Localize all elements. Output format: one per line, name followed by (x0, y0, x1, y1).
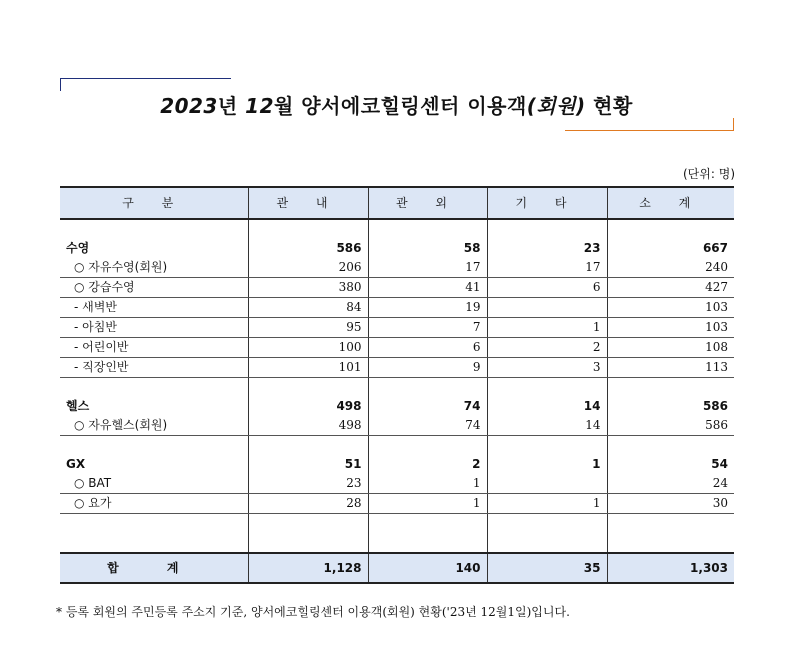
cell-other: 14 (487, 396, 607, 416)
row-label: - 어린이반 (60, 338, 248, 358)
cell-out: 74 (368, 396, 487, 416)
total-subtotal: 1,303 (607, 553, 734, 583)
usage-table (60, 186, 734, 584)
row-label: ○ 자유수영(회원) (60, 258, 248, 278)
header-row (60, 187, 734, 219)
title-text: 양서에코힐링센터 이용객 (301, 94, 527, 118)
cell-subtotal: 103 (607, 298, 734, 318)
row-label: - 직장인반 (60, 358, 248, 378)
header-in-district: 관 내 (248, 187, 368, 219)
table-row (60, 278, 734, 298)
title-year-suffix: 년 (217, 94, 238, 118)
table-row (60, 474, 734, 494)
cell-in: 101 (248, 358, 368, 378)
cell-out: 7 (368, 318, 487, 338)
cell-subtotal: 108 (607, 338, 734, 358)
cell-subtotal: 113 (607, 358, 734, 378)
title-year: 2023 (160, 94, 218, 118)
total-other: 35 (487, 553, 607, 583)
cell-in: 23 (248, 474, 368, 494)
cell-other: 17 (487, 258, 607, 278)
cell-other: 1 (487, 494, 607, 514)
group-row-gx (60, 454, 734, 474)
cell-in: 206 (248, 258, 368, 278)
cell-out: 58 (368, 238, 487, 258)
cell-out: 9 (368, 358, 487, 378)
cell-subtotal: 427 (607, 278, 734, 298)
cell-in: 498 (248, 396, 368, 416)
cell-out: 6 (368, 338, 487, 358)
total-label: 합 계 (60, 553, 248, 583)
row-label: ○ 요가 (60, 494, 248, 514)
table-row (60, 258, 734, 278)
cell-out: 41 (368, 278, 487, 298)
spacer-row (60, 436, 734, 455)
cell-subtotal: 103 (607, 318, 734, 338)
spacer-row (60, 219, 734, 238)
row-label: ○ BAT (60, 474, 248, 494)
cell-out: 19 (368, 298, 487, 318)
row-label: ○ 강습수영 (60, 278, 248, 298)
cell-out: 17 (368, 258, 487, 278)
footnote: * 등록 회원의 주민등록 주소지 기준, 양서에코힐링센터 이용객(회원) 현황('23년 12월1일)입니다. (56, 605, 570, 619)
cell-subtotal: 54 (607, 454, 734, 474)
cell-other (487, 474, 607, 494)
group-row-health (60, 396, 734, 416)
cell-other: 1 (487, 454, 607, 474)
cell-subtotal: 667 (607, 238, 734, 258)
total-in: 1,128 (248, 553, 368, 583)
cell-subtotal: 240 (607, 258, 734, 278)
group-row-swim (60, 238, 734, 258)
group-label: 헬스 (60, 396, 248, 416)
header-category: 구 분 (60, 187, 248, 219)
table-row (60, 338, 734, 358)
page-title (0, 90, 793, 119)
cell-subtotal: 586 (607, 396, 734, 416)
header-other: 기 타 (487, 187, 607, 219)
cell-subtotal: 24 (607, 474, 734, 494)
spacer-row (60, 514, 734, 554)
cell-other: 23 (487, 238, 607, 258)
table-row (60, 298, 734, 318)
cell-other: 14 (487, 416, 607, 436)
title-frame-bottom-right (565, 118, 734, 131)
cell-out: 74 (368, 416, 487, 436)
cell-other: 1 (487, 318, 607, 338)
cell-other: 6 (487, 278, 607, 298)
cell-out: 2 (368, 454, 487, 474)
table-row (60, 494, 734, 514)
cell-other: 3 (487, 358, 607, 378)
cell-other: 2 (487, 338, 607, 358)
row-label: ○ 자유헬스(회원) (60, 416, 248, 436)
total-out: 140 (368, 553, 487, 583)
cell-in: 498 (248, 416, 368, 436)
table-row (60, 416, 734, 436)
cell-in: 84 (248, 298, 368, 318)
title-month-suffix: 월 (274, 94, 294, 118)
total-row (60, 553, 734, 583)
table-row (60, 318, 734, 338)
row-label: - 새벽반 (60, 298, 248, 318)
cell-subtotal: 30 (607, 494, 734, 514)
cell-in: 586 (248, 238, 368, 258)
group-label: 수영 (60, 238, 248, 258)
cell-in: 51 (248, 454, 368, 474)
header-subtotal: 소 계 (607, 187, 734, 219)
cell-subtotal: 586 (607, 416, 734, 436)
title-tail: 현황 (593, 94, 633, 118)
group-label: GX (60, 454, 248, 474)
cell-in: 100 (248, 338, 368, 358)
header-out-district: 관 외 (368, 187, 487, 219)
cell-in: 95 (248, 318, 368, 338)
cell-other (487, 298, 607, 318)
title-paren: (회원) (526, 94, 586, 118)
spacer-row (60, 378, 734, 397)
cell-in: 380 (248, 278, 368, 298)
title-month: 12 (245, 94, 274, 118)
table-row (60, 358, 734, 378)
row-label: - 아침반 (60, 318, 248, 338)
cell-in: 28 (248, 494, 368, 514)
unit-label: (단위: 명) (683, 167, 735, 181)
cell-out: 1 (368, 494, 487, 514)
cell-out: 1 (368, 474, 487, 494)
